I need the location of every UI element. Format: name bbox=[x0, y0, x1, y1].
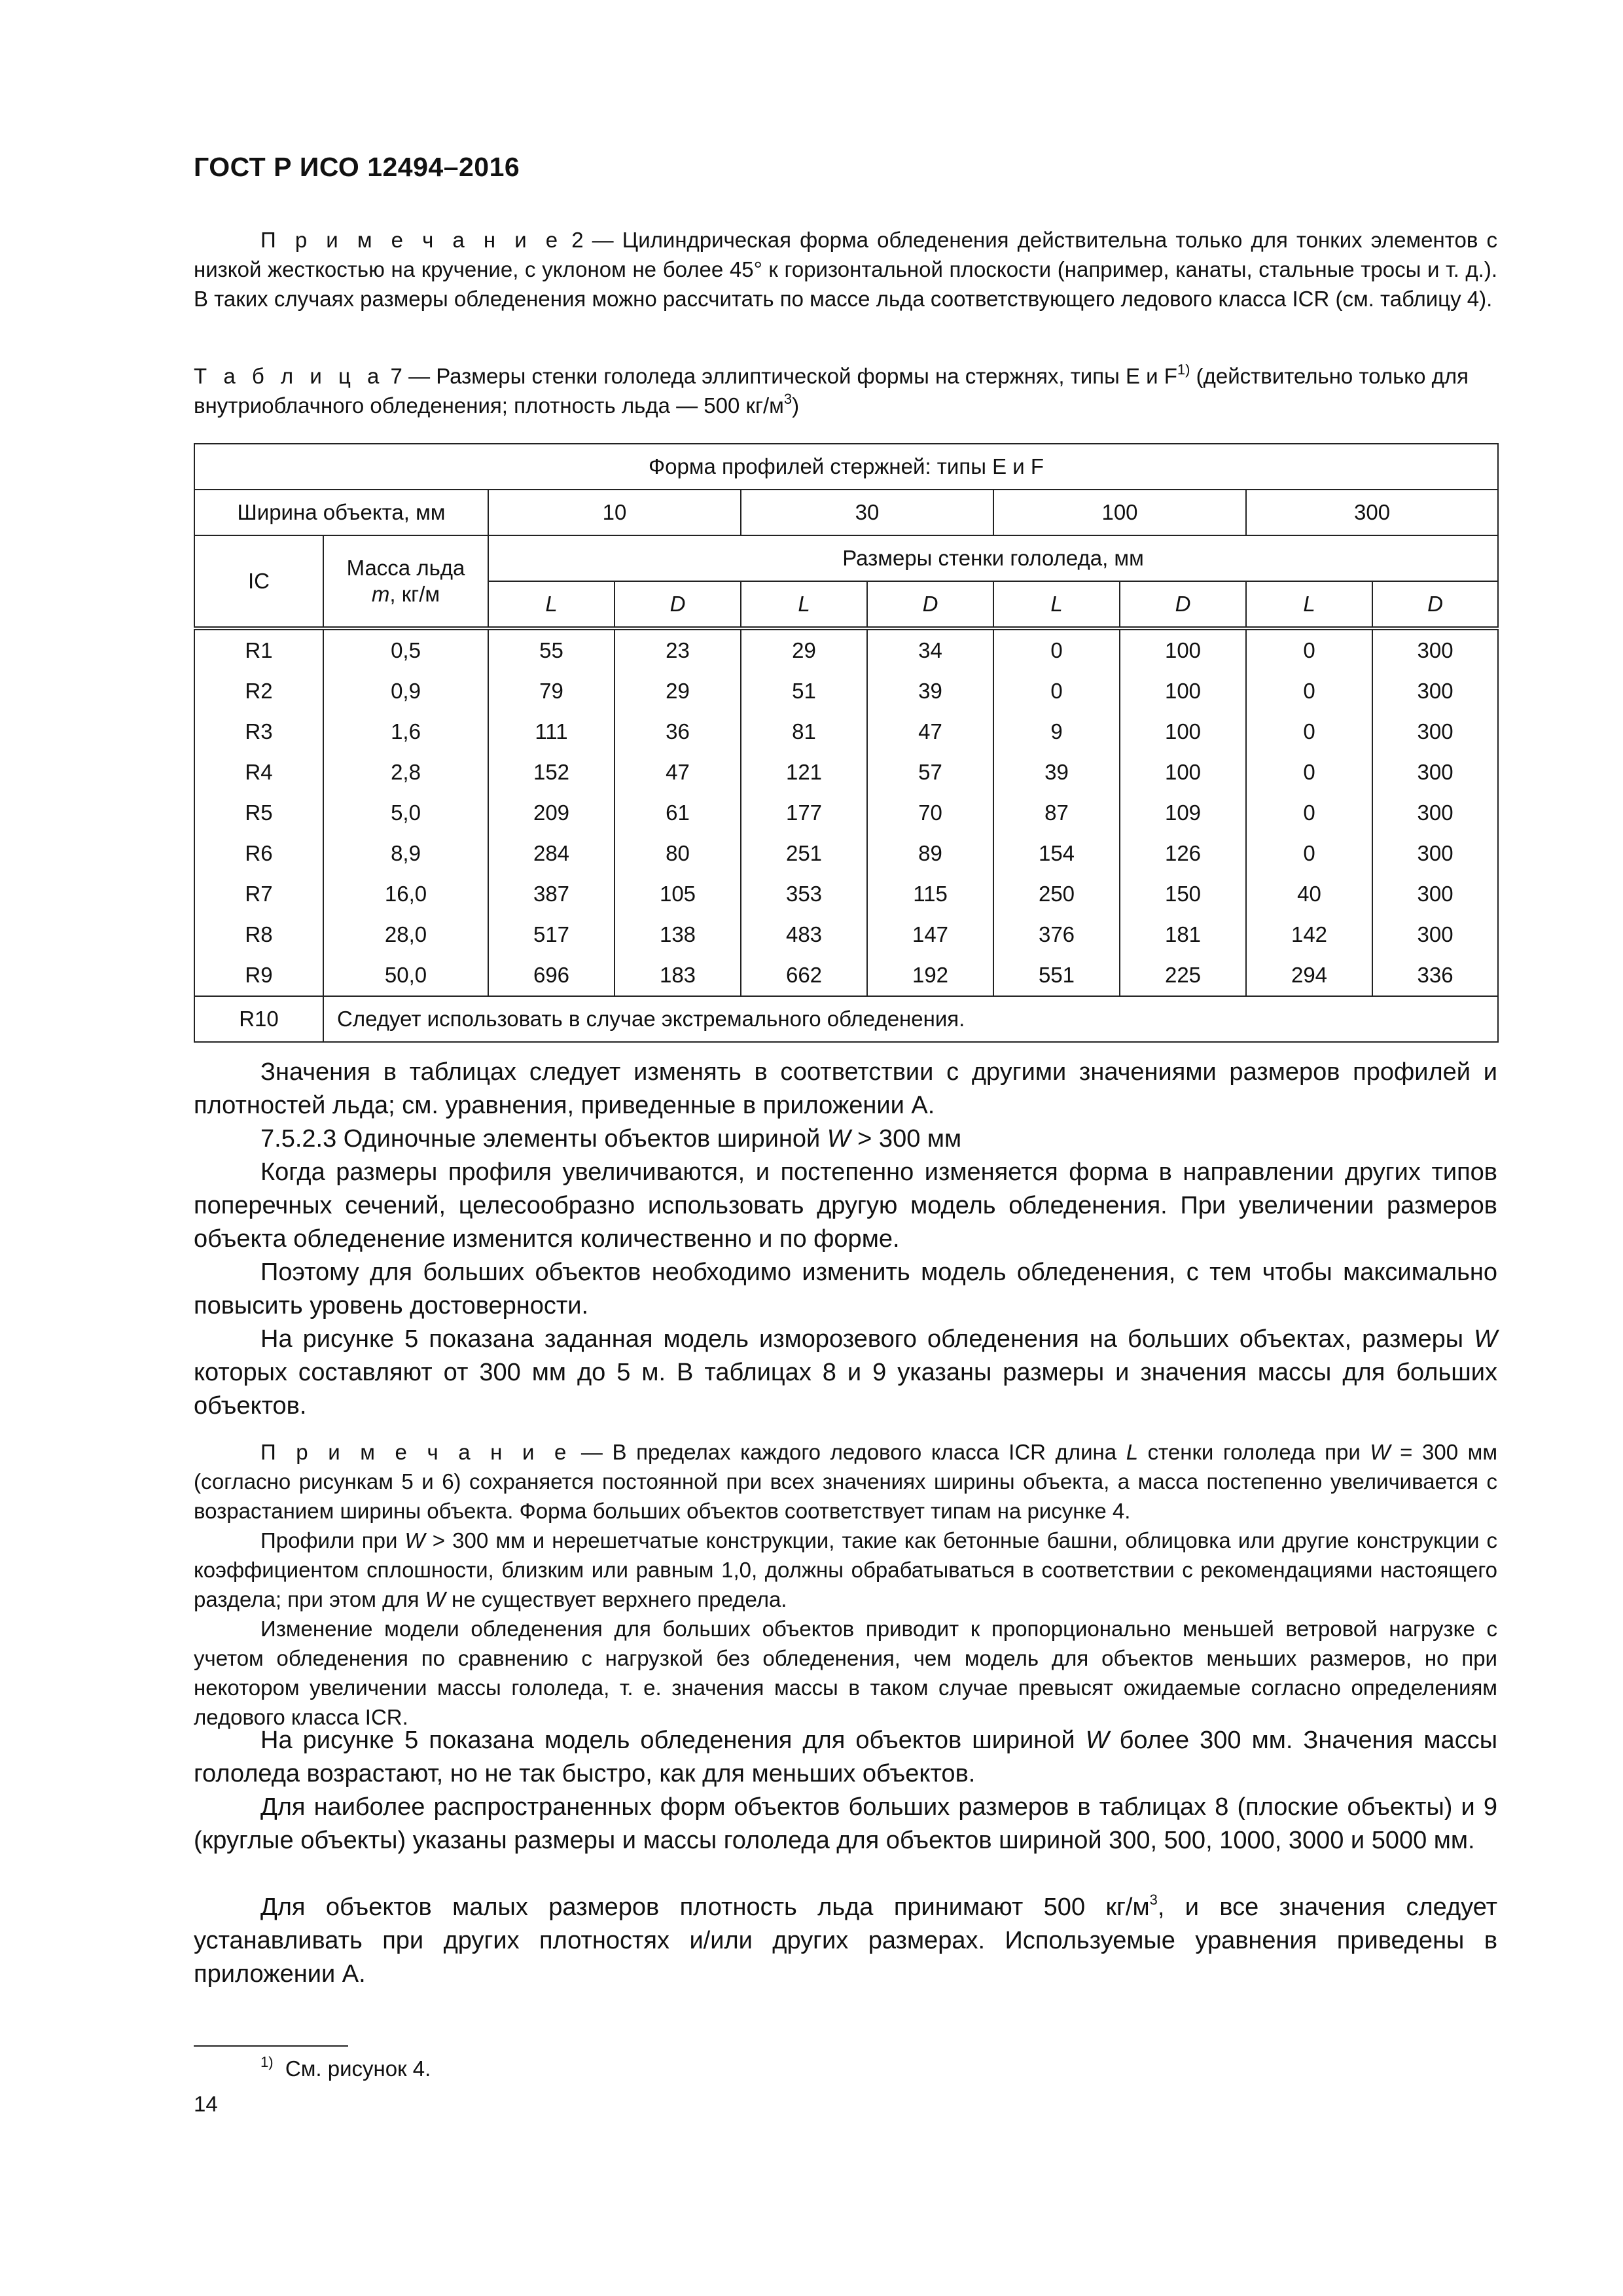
width-symbol: W bbox=[1085, 1727, 1109, 1754]
note-text: не существует верхнего предела. bbox=[445, 1587, 787, 1611]
table-row bbox=[194, 914, 1498, 955]
unit-superscript: 3 bbox=[1149, 1892, 1158, 1909]
value-cell: 0 bbox=[993, 628, 1120, 671]
mass-header bbox=[323, 535, 488, 628]
ice-dimensions-table bbox=[194, 443, 1499, 1043]
note-2 bbox=[194, 225, 1497, 314]
table-row bbox=[194, 874, 1498, 914]
value-cell: 387 bbox=[488, 874, 615, 914]
p6-text: На рисунке 5 показана модель обледенения для объектов шириной bbox=[260, 1727, 1086, 1754]
value-cell: 376 bbox=[993, 914, 1120, 955]
value-cell: 183 bbox=[615, 955, 741, 996]
p6-tail: более 300 мм. Значения массы гололеда возрастают, но не так быстро, как для меньших объектов. bbox=[194, 1727, 1498, 1787]
section-heading-tail: > 300 мм bbox=[850, 1125, 962, 1153]
footnote bbox=[260, 2056, 431, 2081]
ic-cell: R9 bbox=[194, 955, 323, 996]
value-cell: 36 bbox=[615, 711, 741, 752]
value-cell: 300 bbox=[1372, 711, 1498, 752]
ic-cell: R4 bbox=[194, 752, 323, 793]
table-caption-label: Т а б л и ц а bbox=[194, 364, 385, 388]
table-row bbox=[194, 671, 1498, 711]
value-cell: 300 bbox=[1372, 914, 1498, 955]
width-symbol: W bbox=[425, 1587, 446, 1611]
value-cell: 40 bbox=[1246, 874, 1372, 914]
footnote-divider bbox=[194, 2045, 348, 2047]
note-label: П р и м е ч а н и е bbox=[260, 1440, 572, 1464]
width-10: 10 bbox=[488, 490, 741, 535]
note-3-para-3: Изменение модели обледенения для больших объектов приводит к пропорционально меньшей ветровой нагрузке с учетом обледенения по сравнению с нагрузкой без обледенения, чем модель для объектов меньших размеров, но при некотором увеличении массы гололеда, т. е. значения массы в таком случае превысят ожидаемые согласно определениям ледового класса ICR. bbox=[194, 1617, 1497, 1729]
value-cell: 39 bbox=[867, 671, 993, 711]
section-heading-text: 7.5.2.3 Одиночные элементы объектов шириной bbox=[260, 1125, 827, 1153]
value-cell: 100 bbox=[1120, 671, 1246, 711]
value-cell: 115 bbox=[867, 874, 993, 914]
value-cell: 100 bbox=[1120, 752, 1246, 793]
value-cell: 81 bbox=[741, 711, 867, 752]
value-cell: 192 bbox=[867, 955, 993, 996]
p8-tail: , и все значения следует устанавливать при других плотностях и/или других размерах. Используемые уравнения приведены в приложении А. bbox=[194, 1893, 1497, 1988]
col-d: D bbox=[867, 581, 993, 628]
note-text: Профили при bbox=[260, 1528, 405, 1552]
p5-text: На рисунке 5 показана заданная модель изморозевого обледенения на больших объектах, размеры bbox=[260, 1325, 1474, 1353]
footnote-ref: 1) bbox=[1177, 361, 1190, 378]
width-symbol: W bbox=[827, 1125, 851, 1153]
mass-cell: 5,0 bbox=[323, 793, 488, 833]
table-caption-text: 7 — Размеры стенки гололеда эллиптической формы на стержнях, типы Е и F bbox=[384, 364, 1177, 388]
value-cell: 300 bbox=[1372, 833, 1498, 874]
note-text: > 300 мм и нерешетчатые конструкции, такие как бетонные башни, облицовка или другие конструкции с коэффициентом сплошности, близким или равным 1,0, должны обрабатываться в соответствии с рекомендациями настоящего раздела; при этом для bbox=[194, 1528, 1497, 1611]
mass-cell: 0,5 bbox=[323, 628, 488, 671]
value-cell: 23 bbox=[615, 628, 741, 671]
col-l: L bbox=[488, 581, 615, 628]
table-title: Форма профилей стержней: типы Е и F bbox=[194, 444, 1498, 490]
table-caption bbox=[194, 361, 1497, 420]
col-d: D bbox=[1120, 581, 1246, 628]
value-cell: 0 bbox=[993, 671, 1120, 711]
mass-cell: 1,6 bbox=[323, 711, 488, 752]
value-cell: 29 bbox=[741, 628, 867, 671]
ic-cell: R2 bbox=[194, 671, 323, 711]
table-caption-close: ) bbox=[792, 393, 800, 418]
value-cell: 300 bbox=[1372, 671, 1498, 711]
value-cell: 483 bbox=[741, 914, 867, 955]
footnote-mark: 1) bbox=[260, 2054, 274, 2070]
value-cell: 47 bbox=[867, 711, 993, 752]
value-cell: 300 bbox=[1372, 793, 1498, 833]
length-symbol: L bbox=[1126, 1440, 1139, 1464]
table-row bbox=[194, 793, 1498, 833]
value-cell: 181 bbox=[1120, 914, 1246, 955]
value-cell: 209 bbox=[488, 793, 615, 833]
col-l: L bbox=[993, 581, 1120, 628]
mass-cell: 0,9 bbox=[323, 671, 488, 711]
value-cell: 126 bbox=[1120, 833, 1246, 874]
mass-header-line1: Масса льда bbox=[346, 556, 465, 580]
ic-cell: R3 bbox=[194, 711, 323, 752]
value-cell: 0 bbox=[1246, 711, 1372, 752]
note-text: = 300 мм (согласно рисункам 5 и 6) сохраняется постоянной при всех значениях ширины объекта, а масса постепенно увеличивается с возрастанием ширины объекта. Форма больших объектов соответствует типам на рисунке 4. bbox=[194, 1440, 1498, 1523]
note-text: — В пределах каждого ледового класса ICR длина bbox=[571, 1440, 1126, 1464]
table-body bbox=[194, 628, 1498, 996]
value-cell: 34 bbox=[867, 628, 993, 671]
value-cell: 70 bbox=[867, 793, 993, 833]
note-3-para-2 bbox=[194, 1526, 1497, 1614]
value-cell: 109 bbox=[1120, 793, 1246, 833]
width-symbol: W bbox=[404, 1528, 425, 1552]
width-30: 30 bbox=[741, 490, 993, 535]
value-cell: 250 bbox=[993, 874, 1120, 914]
width-symbol: W bbox=[1370, 1440, 1391, 1464]
mass-cell: 28,0 bbox=[323, 914, 488, 955]
table-row bbox=[194, 711, 1498, 752]
value-cell: 57 bbox=[867, 752, 993, 793]
mass-unit: , кг/м bbox=[389, 582, 440, 606]
ic-cell: R1 bbox=[194, 628, 323, 671]
value-cell: 696 bbox=[488, 955, 615, 996]
table-row bbox=[194, 833, 1498, 874]
mass-cell: 50,0 bbox=[323, 955, 488, 996]
value-cell: 0 bbox=[1246, 671, 1372, 711]
value-cell: 251 bbox=[741, 833, 867, 874]
value-cell: 300 bbox=[1372, 874, 1498, 914]
paragraph-4: Поэтому для больших объектов необходимо изменить модель обледенения, с тем чтобы максимально повысить уровень достоверности. bbox=[194, 1259, 1497, 1319]
width-100: 100 bbox=[993, 490, 1246, 535]
ic-cell: R10 bbox=[194, 996, 323, 1042]
section-heading bbox=[194, 1122, 1497, 1156]
document-header: ГОСТ Р ИСО 12494–2016 bbox=[194, 152, 520, 182]
value-cell: 0 bbox=[1246, 793, 1372, 833]
value-cell: 152 bbox=[488, 752, 615, 793]
value-cell: 300 bbox=[1372, 752, 1498, 793]
value-cell: 150 bbox=[1120, 874, 1246, 914]
value-cell: 100 bbox=[1120, 711, 1246, 752]
p5-tail: которых составляют от 300 мм до 5 м. В таблицах 8 и 9 указаны размеры и значения массы для больших объектов. bbox=[194, 1359, 1497, 1420]
value-cell: 517 bbox=[488, 914, 615, 955]
paragraph-7: Для наиболее распространенных форм объектов больших размеров в таблицах 8 (плоские объекты) и 9 (круглые объекты) указаны размеры и массы гололеда для объектов шириной 300, 500, 1000, 3000 и 5000 мм. bbox=[194, 1793, 1497, 1854]
unit-superscript: 3 bbox=[783, 391, 793, 407]
paragraph-3: Когда размеры профиля увеличиваются, и постепенно изменяется форма в направлении других типов поперечных сечений, целесообразно использовать другую модель обледенения. При увеличении размеров объекта обледенение изменится количественно и по форме. bbox=[194, 1158, 1497, 1253]
value-cell: 138 bbox=[615, 914, 741, 955]
width-symbol: W bbox=[1474, 1325, 1497, 1353]
table-caption-text-2: (действительно только для внутриоблачного обледенения; плотность льда — 500 кг/м bbox=[194, 364, 1469, 418]
value-cell: 300 bbox=[1372, 628, 1498, 671]
mass-cell: 16,0 bbox=[323, 874, 488, 914]
value-cell: 0 bbox=[1246, 833, 1372, 874]
value-cell: 336 bbox=[1372, 955, 1498, 996]
paragraph-5 bbox=[194, 1323, 1497, 1423]
value-cell: 154 bbox=[993, 833, 1120, 874]
note-text: стенки гололеда при bbox=[1138, 1440, 1370, 1464]
value-cell: 551 bbox=[993, 955, 1120, 996]
width-label: Ширина объекта, мм bbox=[194, 490, 488, 535]
value-cell: 9 bbox=[993, 711, 1120, 752]
col-l: L bbox=[1246, 581, 1372, 628]
col-d: D bbox=[1372, 581, 1498, 628]
ic-cell: R7 bbox=[194, 874, 323, 914]
value-cell: 177 bbox=[741, 793, 867, 833]
ic-cell: R8 bbox=[194, 914, 323, 955]
value-cell: 225 bbox=[1120, 955, 1246, 996]
value-cell: 89 bbox=[867, 833, 993, 874]
value-cell: 55 bbox=[488, 628, 615, 671]
value-cell: 284 bbox=[488, 833, 615, 874]
value-cell: 80 bbox=[615, 833, 741, 874]
ic-cell: R5 bbox=[194, 793, 323, 833]
note-text: 2 — Цилиндрическая форма обледенения действительна только для тонких элементов с низкой жесткостью на кручение, с уклоном не более 45° к горизонтальной плоскости (например, канаты, стальные тросы и т. д.). В таких случаях размеры обледенения можно рассчитать по массе льда соответствующего ледового класса ICR (см. таблицу 4). bbox=[194, 228, 1497, 311]
value-cell: 353 bbox=[741, 874, 867, 914]
value-cell: 111 bbox=[488, 711, 615, 752]
paragraph-1: Значения в таблицах следует изменять в соответствии с другими значениями размеров профилей и плотностей льда; см. уравнения, приведенные в приложении А. bbox=[194, 1058, 1497, 1119]
value-cell: 0 bbox=[1246, 752, 1372, 793]
mass-cell: 2,8 bbox=[323, 752, 488, 793]
value-cell: 61 bbox=[615, 793, 741, 833]
table-row bbox=[194, 955, 1498, 996]
value-cell: 294 bbox=[1246, 955, 1372, 996]
value-cell: 0 bbox=[1246, 628, 1372, 671]
dims-header: Размеры стенки гололеда, мм bbox=[488, 535, 1498, 581]
width-300: 300 bbox=[1246, 490, 1498, 535]
value-cell: 662 bbox=[741, 955, 867, 996]
value-cell: 100 bbox=[1120, 628, 1246, 671]
paragraph-6 bbox=[194, 1724, 1497, 1791]
value-cell: 47 bbox=[615, 752, 741, 793]
value-cell: 79 bbox=[488, 671, 615, 711]
p8-text: Для объектов малых размеров плотность льда принимают 500 кг/м bbox=[260, 1893, 1150, 1921]
table-row bbox=[194, 628, 1498, 671]
value-cell: 147 bbox=[867, 914, 993, 955]
note-label: П р и м е ч а н и е bbox=[260, 228, 563, 252]
value-cell: 51 bbox=[741, 671, 867, 711]
value-cell: 142 bbox=[1246, 914, 1372, 955]
note-3 bbox=[194, 1437, 1497, 1526]
table-row bbox=[194, 752, 1498, 793]
value-cell: 105 bbox=[615, 874, 741, 914]
mass-symbol: m bbox=[371, 582, 390, 606]
r10-note: Следует использовать в случае экстремального обледенения. bbox=[323, 996, 1498, 1042]
footnote-text: См. рисунок 4. bbox=[285, 2056, 431, 2081]
ic-header: IC bbox=[194, 535, 323, 628]
value-cell: 87 bbox=[993, 793, 1120, 833]
value-cell: 29 bbox=[615, 671, 741, 711]
ic-cell: R6 bbox=[194, 833, 323, 874]
paragraph-8 bbox=[194, 1891, 1497, 1991]
page-number: 14 bbox=[194, 2092, 218, 2116]
col-l: L bbox=[741, 581, 867, 628]
value-cell: 39 bbox=[993, 752, 1120, 793]
col-d: D bbox=[615, 581, 741, 628]
value-cell: 121 bbox=[741, 752, 867, 793]
mass-cell: 8,9 bbox=[323, 833, 488, 874]
